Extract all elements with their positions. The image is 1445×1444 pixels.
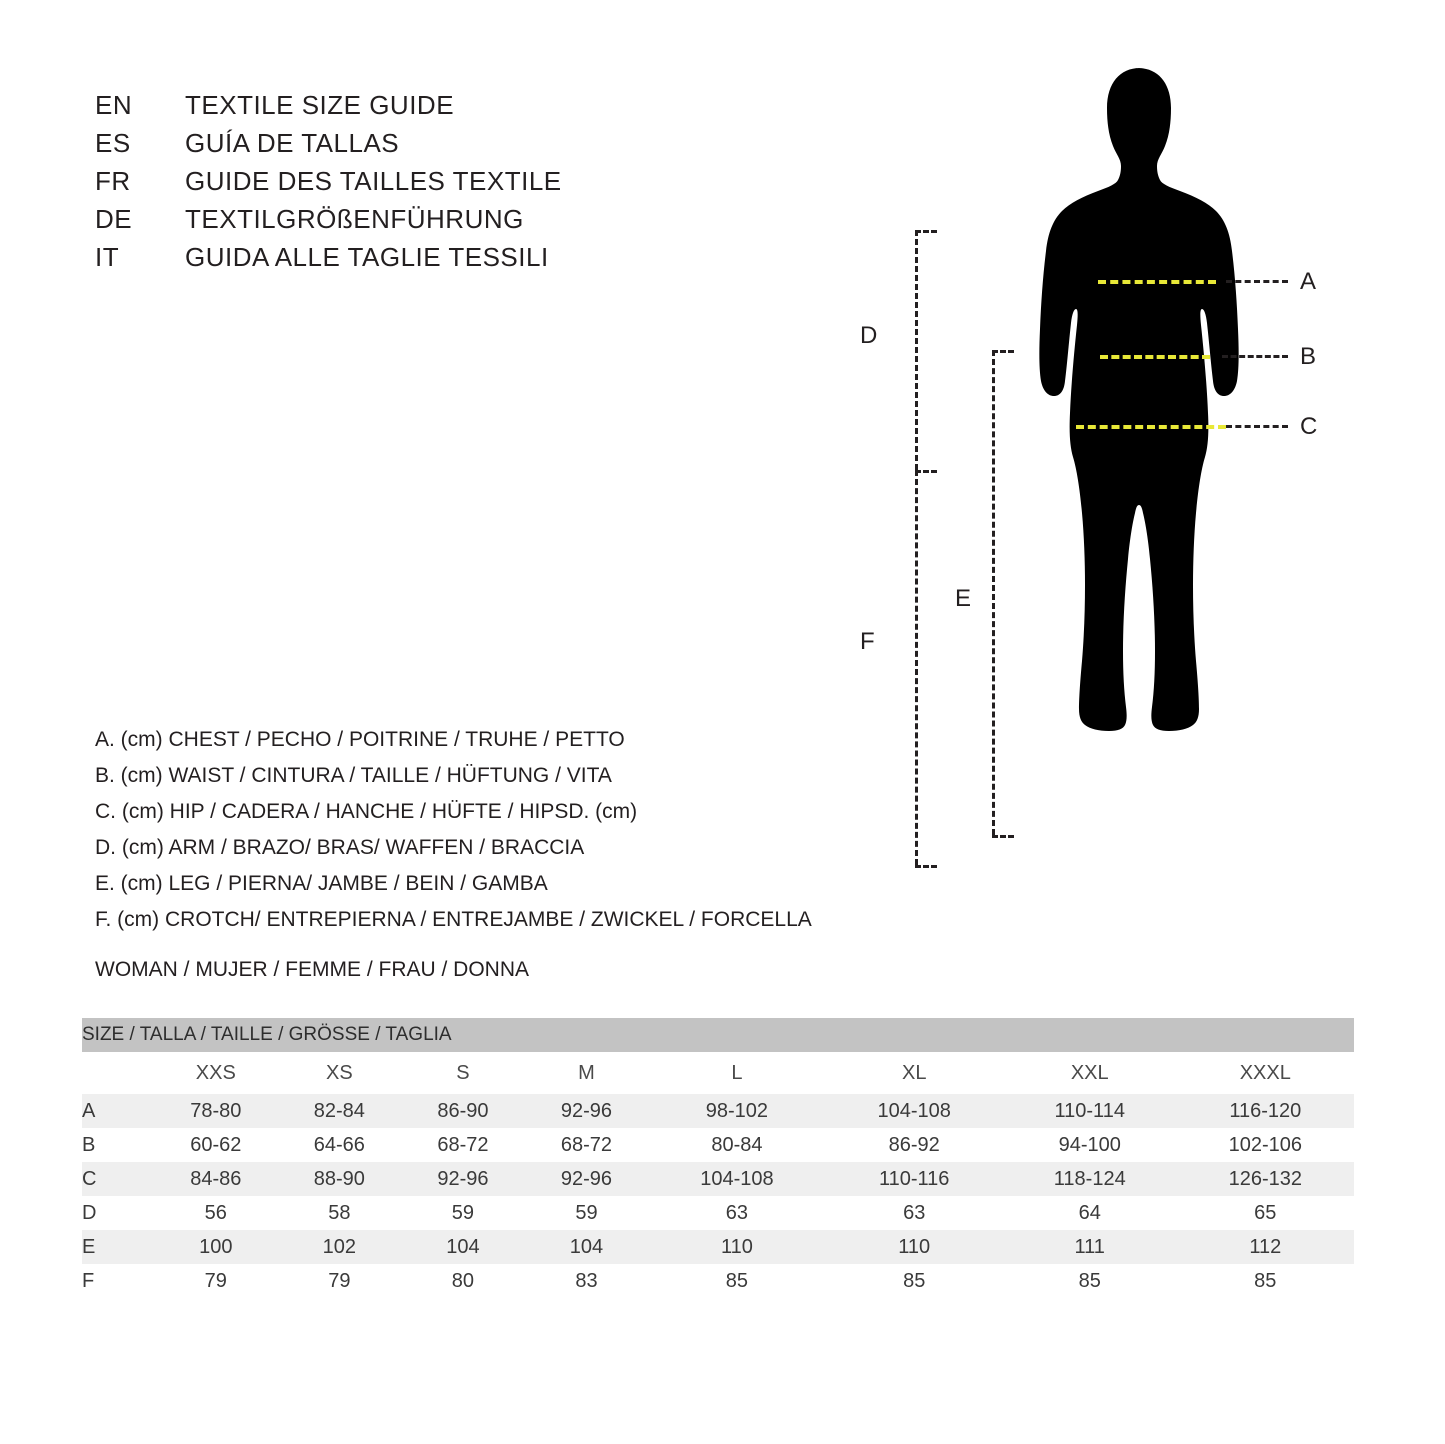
row-label-f: F bbox=[82, 1264, 154, 1298]
woman-silhouette-icon bbox=[1010, 60, 1270, 900]
cell-e-xxl: 111 bbox=[1003, 1230, 1177, 1264]
header-cell-xxxl: XXXL bbox=[1177, 1052, 1354, 1094]
table-row bbox=[82, 1128, 1354, 1162]
table-row bbox=[82, 1162, 1354, 1196]
legend-item-f: F. (cm) CROTCH/ ENTREPIERNA / ENTREJAMBE / ZWICKEL / FORCELLA bbox=[95, 908, 812, 931]
waist-leader-line bbox=[1222, 355, 1288, 358]
arm-bracket-top-cap bbox=[915, 230, 937, 233]
title-lang-it: IT bbox=[95, 242, 120, 272]
row-label-e: E bbox=[82, 1230, 154, 1264]
table-caption-row bbox=[82, 1018, 1354, 1052]
hip-leader-line bbox=[1226, 425, 1288, 428]
title-text-it: GUIDA ALLE TAGLIE TESSILI bbox=[185, 242, 549, 272]
cell-e-xxs: 100 bbox=[154, 1230, 278, 1264]
cell-f-xxl: 85 bbox=[1003, 1264, 1177, 1298]
table-row bbox=[82, 1230, 1354, 1264]
cell-c-s: 92-96 bbox=[401, 1162, 525, 1196]
cell-b-m: 68-72 bbox=[525, 1128, 649, 1162]
title-lang-de: DE bbox=[95, 204, 133, 234]
cell-c-xxl: 118-124 bbox=[1003, 1162, 1177, 1196]
marker-label-f: F bbox=[860, 628, 875, 655]
leg-bracket-bottom-cap bbox=[992, 835, 1014, 838]
marker-label-a: A bbox=[1300, 268, 1317, 295]
cell-a-l: 98-102 bbox=[648, 1094, 825, 1128]
cell-d-xxs: 56 bbox=[154, 1196, 278, 1230]
table-row bbox=[82, 1094, 1354, 1128]
waist-measure-line bbox=[1100, 355, 1210, 359]
title-row-it bbox=[95, 242, 795, 280]
cell-d-xl: 63 bbox=[826, 1196, 1003, 1230]
cell-a-xl: 104-108 bbox=[826, 1094, 1003, 1128]
cell-b-xxs: 60-62 bbox=[154, 1128, 278, 1162]
leg-bracket-line bbox=[992, 350, 995, 835]
cell-c-xl: 110-116 bbox=[826, 1162, 1003, 1196]
cell-d-l: 63 bbox=[648, 1196, 825, 1230]
marker-label-d: D bbox=[860, 322, 878, 349]
title-lang-fr: FR bbox=[95, 166, 131, 196]
row-label-c: C bbox=[82, 1162, 154, 1196]
cell-a-m: 92-96 bbox=[525, 1094, 649, 1128]
cell-d-xxxl: 65 bbox=[1177, 1196, 1354, 1230]
leg-bracket-top-cap bbox=[992, 350, 1014, 353]
row-label-b: B bbox=[82, 1128, 154, 1162]
header-cell-l: L bbox=[648, 1052, 825, 1094]
title-lang-es: ES bbox=[95, 128, 131, 158]
header-cell-xxs: XXS bbox=[154, 1052, 278, 1094]
marker-label-e: E bbox=[955, 585, 972, 612]
cell-c-xxxl: 126-132 bbox=[1177, 1162, 1354, 1196]
cell-c-xs: 88-90 bbox=[278, 1162, 402, 1196]
legend-block bbox=[95, 722, 935, 938]
cell-e-xxxl: 112 bbox=[1177, 1230, 1354, 1264]
cell-b-xxl: 94-100 bbox=[1003, 1128, 1177, 1162]
header-cell-xs: XS bbox=[278, 1052, 402, 1094]
title-text-en: TEXTILE SIZE GUIDE bbox=[185, 90, 455, 120]
header-cell-xxl: XXL bbox=[1003, 1052, 1177, 1094]
cell-e-l: 110 bbox=[648, 1230, 825, 1264]
cell-e-xl: 110 bbox=[826, 1230, 1003, 1264]
title-row-de bbox=[95, 204, 795, 242]
chest-measure-line bbox=[1098, 280, 1216, 284]
arm-bracket-bottom-cap bbox=[915, 470, 937, 473]
title-block bbox=[95, 90, 795, 280]
table-row bbox=[82, 1196, 1354, 1230]
gender-label: WOMAN / MUJER / FEMME / FRAU / DONNA bbox=[95, 958, 529, 981]
header-cell-xl: XL bbox=[826, 1052, 1003, 1094]
legend-item-b: B. (cm) WAIST / CINTURA / TAILLE / HÜFTUNG / VITA bbox=[95, 764, 612, 787]
title-row-es bbox=[95, 128, 795, 166]
cell-d-xs: 58 bbox=[278, 1196, 402, 1230]
cell-a-xxs: 78-80 bbox=[154, 1094, 278, 1128]
table-header-row bbox=[82, 1052, 1354, 1094]
cell-c-xxs: 84-86 bbox=[154, 1162, 278, 1196]
cell-b-xxxl: 102-106 bbox=[1177, 1128, 1354, 1162]
cell-f-l: 85 bbox=[648, 1264, 825, 1298]
cell-e-m: 104 bbox=[525, 1230, 649, 1264]
cell-f-xxs: 79 bbox=[154, 1264, 278, 1298]
legend-item-c: C. (cm) HIP / CADERA / HANCHE / HÜFTE / HIPSD. (cm) bbox=[95, 800, 638, 823]
title-text-de: TEXTILGRÖßENFÜHRUNG bbox=[185, 204, 524, 234]
cell-a-xxxl: 116-120 bbox=[1177, 1094, 1354, 1128]
arm-bracket-line bbox=[915, 230, 918, 470]
row-label-a: A bbox=[82, 1094, 154, 1128]
title-row-fr bbox=[95, 166, 795, 204]
cell-b-xs: 64-66 bbox=[278, 1128, 402, 1162]
cell-b-xl: 86-92 bbox=[826, 1128, 1003, 1162]
title-text-es: GUÍA DE TALLAS bbox=[185, 128, 400, 158]
cell-f-xxxl: 85 bbox=[1177, 1264, 1354, 1298]
cell-f-s: 80 bbox=[401, 1264, 525, 1298]
table-row bbox=[82, 1264, 1354, 1298]
cell-c-m: 92-96 bbox=[525, 1162, 649, 1196]
cell-a-xs: 82-84 bbox=[278, 1094, 402, 1128]
row-label-d: D bbox=[82, 1196, 154, 1230]
cell-d-m: 59 bbox=[525, 1196, 649, 1230]
cell-a-xxl: 110-114 bbox=[1003, 1094, 1177, 1128]
title-text-fr: GUIDE DES TAILLES TEXTILE bbox=[185, 166, 562, 196]
header-cell-s: S bbox=[401, 1052, 525, 1094]
cell-d-s: 59 bbox=[401, 1196, 525, 1230]
chest-leader-line bbox=[1226, 280, 1288, 283]
cell-e-s: 104 bbox=[401, 1230, 525, 1264]
title-row-en bbox=[95, 90, 795, 128]
legend-item-e: E. (cm) LEG / PIERNA/ JAMBE / BEIN / GAMBA bbox=[95, 872, 548, 895]
cell-f-xs: 79 bbox=[278, 1264, 402, 1298]
cell-d-xxl: 64 bbox=[1003, 1196, 1177, 1230]
legend-item-d: D. (cm) ARM / BRAZO/ BRAS/ WAFFEN / BRACCIA bbox=[95, 836, 585, 859]
cell-a-s: 86-90 bbox=[401, 1094, 525, 1128]
cell-b-s: 68-72 bbox=[401, 1128, 525, 1162]
cell-b-l: 80-84 bbox=[648, 1128, 825, 1162]
header-cell-m: M bbox=[525, 1052, 649, 1094]
legend-item-a: A. (cm) CHEST / PECHO / POITRINE / TRUHE / PETTO bbox=[95, 728, 625, 751]
marker-label-b: B bbox=[1300, 343, 1317, 370]
hip-measure-line bbox=[1076, 425, 1226, 429]
header-cell-rowlabel bbox=[82, 1052, 154, 1094]
marker-label-c: C bbox=[1300, 413, 1318, 440]
title-lang-en: EN bbox=[95, 90, 133, 120]
cell-c-l: 104-108 bbox=[648, 1162, 825, 1196]
cell-f-m: 83 bbox=[525, 1264, 649, 1298]
cell-f-xl: 85 bbox=[826, 1264, 1003, 1298]
table-caption: SIZE / TALLA / TAILLE / GRÖSSE / TAGLIA bbox=[82, 1018, 1354, 1052]
cell-e-xs: 102 bbox=[278, 1230, 402, 1264]
size-chart-table bbox=[82, 1018, 1354, 1298]
